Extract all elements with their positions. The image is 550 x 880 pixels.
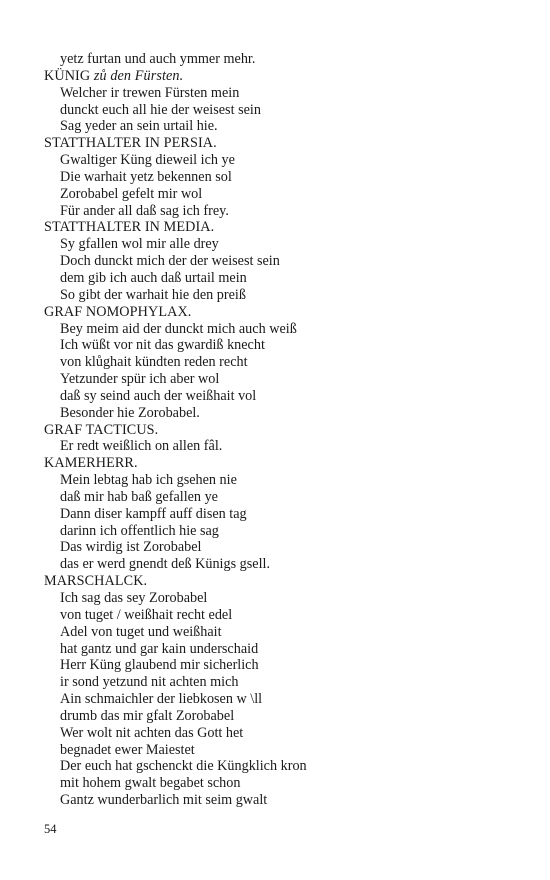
verse-line: Sy gfallen wol mir alle drey (60, 236, 219, 253)
verse-line: ir sond yetzund nit achten mich (60, 674, 239, 691)
verse-line: Bey meim aid der dunckt mich auch weiß (60, 320, 297, 337)
speaker-heading (44, 68, 524, 85)
speaker-heading (44, 135, 524, 152)
speaker-heading (44, 304, 524, 321)
verse-line: darinn ich offentlich hie sag (60, 522, 219, 539)
speaker-name: STATTHALTER IN MEDIA. (44, 219, 215, 236)
verse-line: Welcher ir trewen Fürsten mein (60, 84, 240, 101)
verse-line: Das wirdig ist Zorobabel (60, 539, 202, 556)
verse-line: Der euch hat gschenckt die Küngklich kron (60, 758, 307, 775)
play-text (44, 51, 524, 809)
speaker-name: KÜNIG (44, 67, 91, 84)
page-number: 54 (44, 822, 57, 836)
verse-line: daß sy seind auch der weißhait vol (60, 387, 257, 404)
verse-line: von tuget / weißhait recht edel (60, 606, 233, 623)
verse-line: Er redt weißlich on allen fâl. (60, 438, 223, 455)
verse-line: dunckt euch all hie der weisest sein (60, 101, 261, 118)
speaker-name: STATTHALTER IN PERSIA. (44, 135, 217, 152)
verse-line: mit hohem gwalt begabet schon (60, 775, 241, 792)
verse-line: Herr Küng glaubend mir sicherlich (60, 657, 259, 674)
verse-line: dem gib ich auch daß urtail mein (60, 269, 247, 286)
verse-line: begnadet ewer Maiestet (60, 741, 195, 758)
verse-line: Adel von tuget und weißhait (60, 623, 222, 640)
verse-line: drumb das mir gfalt Zorobabel (60, 707, 235, 724)
speaker-heading (44, 219, 524, 236)
verse-line: Gwaltiger Küng dieweil ich ye (60, 152, 235, 169)
verse-line: Die warhait yetz bekennen sol (60, 168, 232, 185)
speaker-name: KAMERHERR. (44, 455, 138, 472)
verse-line: Yetzunder spür ich aber wol (60, 371, 220, 388)
verse-line: Wer wolt nit achten das Gott het (60, 724, 244, 741)
speaker-name: GRAF NOMOPHYLAX. (44, 303, 192, 320)
verse-line: Zorobabel gefelt mir wol (60, 185, 203, 202)
verse-line: yetz furtan und auch ymmer mehr. (60, 51, 256, 67)
verse-line: von klůghait kündten reden recht (60, 354, 248, 371)
verse-line: Doch dunckt mich der der weisest sein (60, 253, 280, 270)
stage-direction: zů den Fürsten. (93, 67, 184, 84)
speaker-heading (44, 455, 524, 472)
verse-line: hat gantz und gar kain underschaid (60, 640, 259, 657)
verse-line: Besonder hie Zorobabel. (60, 404, 200, 421)
verse-line: das er werd gnendt deß Künigs gsell. (60, 556, 271, 573)
verse-line: Für ander all daß sag ich frey. (60, 202, 229, 219)
verse-line: Sag yeder an sein urtail hie. (60, 118, 218, 135)
verse-line: Dann diser kampff auff disen tag (60, 505, 247, 522)
speaker-name: GRAF TACTICUS. (44, 421, 159, 438)
verse-line: So gibt der warhait hie den preiß (60, 286, 246, 303)
verse-line: daß mir hab baß gefallen ye (60, 488, 218, 505)
verse-line: Mein lebtag hab ich gsehen nie (60, 472, 237, 489)
speaker-heading (44, 573, 524, 590)
verse-line: Ich sag das sey Zorobabel (60, 590, 208, 606)
speaker-name: MARSCHALCK. (44, 573, 148, 590)
verse-line: Ain schmaichler der liebkosen w \ll (60, 691, 263, 708)
verse-line: Gantz wunderbarlich mit seim gwalt (60, 792, 268, 809)
verse-line: Ich wüßt vor nit das gwardiß knecht (60, 337, 265, 354)
speaker-heading (44, 422, 524, 439)
